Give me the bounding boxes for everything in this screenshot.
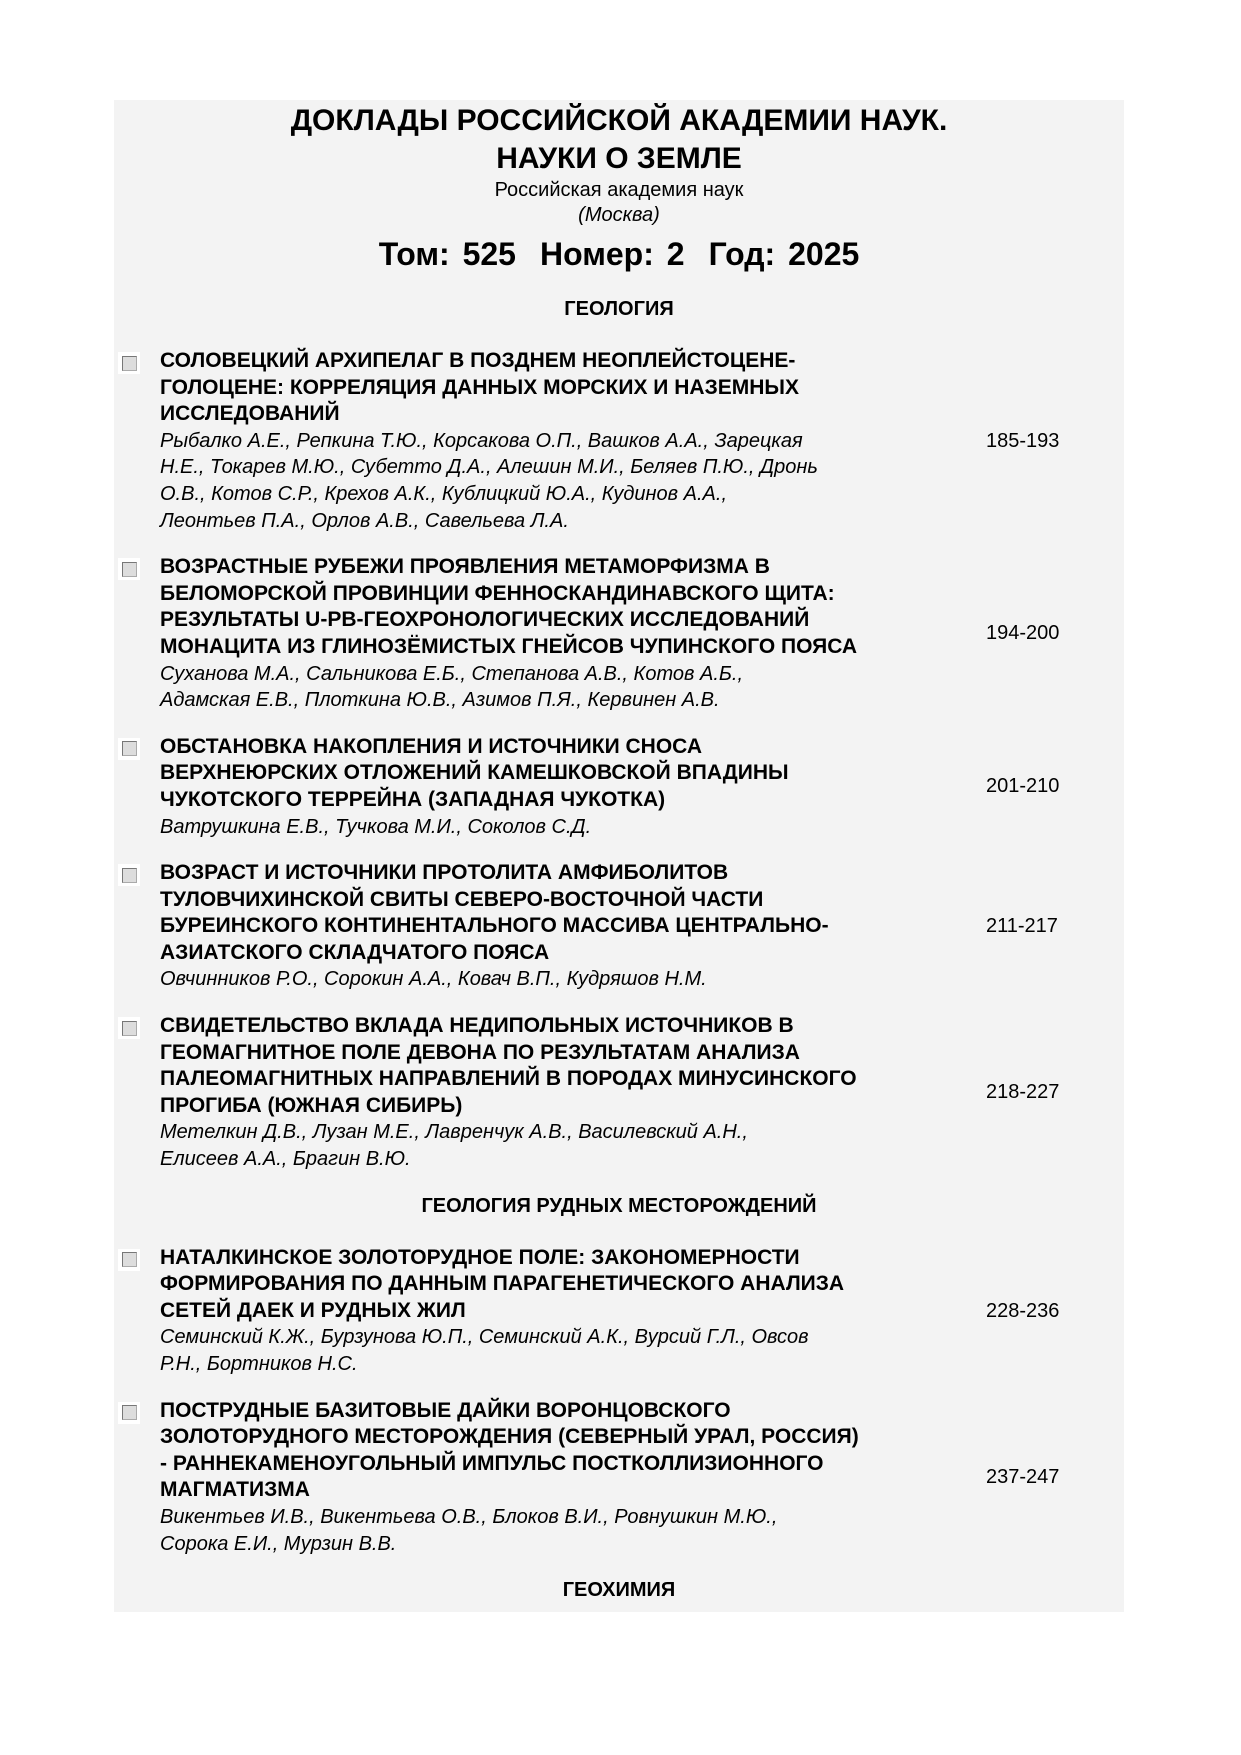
authors-line: О.В., Котов С.Р., Крехов А.К., Кублицкий Ю.А., Кудинов А.А., (160, 482, 728, 505)
article-title-link[interactable] (160, 554, 960, 660)
article-title-line: СЕТЕЙ ДАЕК И РУДНЫХ ЖИЛ (160, 1298, 466, 1322)
article-checkbox-icon[interactable] (118, 1017, 140, 1039)
article-title-line: ВОЗРАСТ И ИСТОЧНИКИ ПРОТОЛИТА АМФИБОЛИТОВ (160, 861, 729, 885)
journal-header (114, 102, 1124, 274)
section-heading: ГЕОХИМИЯ (562, 1579, 676, 1602)
authors-line: Суханова М.А., Сальникова Е.Б., Степанова А.В., Котов А.Б., (160, 662, 744, 685)
article-authors (160, 1504, 960, 1557)
article-title-line: БЕЛОМОРСКОЙ ПРОВИНЦИИ ФЕННОСКАНДИНАВСКОГО ЩИТА: (160, 581, 835, 605)
article-title-line: ЗОЛОТОРУДНОГО МЕСТОРОЖДЕНИЯ (СЕВЕРНЫЙ УРАЛ, РОССИЯ) (160, 1425, 859, 1449)
article-entry (114, 1398, 1124, 1558)
article-title-line: ОБСТАНОВКА НАКОПЛЕНИЯ И ИСТОЧНИКИ СНОСА (160, 734, 702, 758)
issue-number: Номер: 2 (539, 236, 685, 272)
authors-line: Леонтьев П.А., Орлов А.В., Савельева Л.А. (160, 509, 569, 532)
article-pages: 211-217 (986, 915, 1058, 938)
publisher-city: (Москва) (578, 204, 660, 226)
journal-title-line1: ДОКЛАДЫ РОССИЙСКОЙ АКАДЕМИИ НАУК. (290, 104, 948, 137)
article-title-line: ГОЛОЦЕНЕ: КОРРЕЛЯЦИЯ ДАННЫХ МОРСКИХ И НАЗЕМНЫХ (160, 375, 799, 399)
authors-line: Сорока Е.И., Мурзин В.В. (160, 1532, 397, 1555)
article-title-line: - РАННЕКАМЕНОУГОЛЬНЫЙ ИМПУЛЬС ПОСТКОЛЛИЗИОННОГО (160, 1451, 824, 1475)
article-body (160, 860, 960, 993)
journal-title-line2: НАУКИ О ЗЕМЛЕ (496, 142, 742, 175)
article-body (160, 1245, 960, 1378)
article-checkbox-icon[interactable] (118, 1402, 140, 1424)
article-checkbox-icon[interactable] (118, 352, 140, 374)
article-entry (114, 348, 1124, 534)
authors-line: Семинский К.Ж., Бурзунова Ю.П., Семинский А.К., Вурсий Г.Л., Овсов (160, 1326, 809, 1349)
article-pages: 218-227 (986, 1081, 1060, 1104)
article-checkbox-icon[interactable] (118, 1249, 140, 1271)
article-title-line: ВЕРХНЕЮРСКИХ ОТЛОЖЕНИЙ КАМЕШКОВСКОЙ ВПАДИНЫ (160, 761, 789, 785)
article-checkbox-icon[interactable] (118, 738, 140, 760)
article-title-line: СОЛОВЕЦКИЙ АРХИПЕЛАГ В ПОЗДНЕМ НЕОПЛЕЙСТОЦЕНЕ- (160, 349, 796, 372)
article-title-line: ПОСТРУДНЫЕ БАЗИТОВЫЕ ДАЙКИ ВОРОНЦОВСКОГО (160, 1398, 731, 1422)
article-checkbox-icon[interactable] (118, 558, 140, 580)
article-body (160, 1398, 960, 1558)
authors-line: Ватрушкина Е.В., Тучкова М.И., Соколов С.Д. (160, 815, 592, 838)
issue-contents-panel (114, 100, 1124, 1612)
article-authors (160, 428, 960, 534)
article-title-link[interactable] (160, 1013, 960, 1119)
authors-line: Р.Н., Бортников Н.С. (160, 1353, 358, 1375)
article-entry (114, 554, 1124, 714)
table-of-contents (114, 296, 1124, 1603)
section-heading: ГЕОЛОГИЯ РУДНЫХ МЕСТОРОЖДЕНИЙ (421, 1194, 817, 1217)
article-title-line: ПРОГИБА (ЮЖНАЯ СИБИРЬ) (160, 1093, 463, 1117)
authors-line: Рыбалко А.Е., Репкина Т.Ю., Корсакова О.П., Вашков А.А., Зарецкая (160, 429, 803, 452)
article-title-line: ЧУКОТСКОГО ТЕРРЕЙНА (ЗАПАДНАЯ ЧУКОТКА) (160, 787, 666, 811)
article-title-line: НАТАЛКИНСКОЕ ЗОЛОТОРУДНОЕ ПОЛЕ: ЗАКОНОМЕРНОСТИ (160, 1245, 800, 1269)
article-title-line: БУРЕИНСКОГО КОНТИНЕНТАЛЬНОГО МАССИВА ЦЕНТРАЛЬНО- (160, 914, 829, 938)
article-title-line: ВОЗРАСТНЫЕ РУБЕЖИ ПРОЯВЛЕНИЯ МЕТАМОРФИЗМА В (160, 555, 770, 579)
article-title-link[interactable] (160, 860, 960, 966)
article-title-link[interactable] (160, 734, 960, 814)
year: Год: 2025 (708, 236, 860, 272)
article-entry (114, 1245, 1124, 1378)
article-title-link[interactable] (160, 1245, 960, 1325)
article-entry (114, 1013, 1124, 1173)
authors-line: Адамская Е.В., Плоткина Ю.В., Азимов П.Я., Кервинен А.В. (160, 689, 720, 712)
article-body (160, 1013, 960, 1173)
article-title-line: ИССЛЕДОВАНИЙ (160, 402, 340, 426)
authors-line: Метелкин Д.В., Лузан М.Е., Лавренчук А.В., Василевский А.Н., (160, 1121, 748, 1144)
article-title-line: ГЕОМАГНИТНОЕ ПОЛЕ ДЕВОНА ПО РЕЗУЛЬТАТАМ АНАЛИЗА (160, 1040, 800, 1064)
article-body (160, 348, 960, 534)
article-authors (160, 966, 960, 993)
publisher: Российская академия наук (494, 179, 744, 201)
article-title-line: РЕЗУЛЬТАТЫ U-PB-ГЕОХРОНОЛОГИЧЕСКИХ ИССЛЕДОВАНИЙ (160, 608, 810, 632)
article-entry (114, 860, 1124, 993)
section-heading: ГЕОЛОГИЯ (564, 298, 674, 320)
article-pages: 237-247 (986, 1465, 1060, 1488)
article-pages: 194-200 (986, 622, 1060, 645)
article-pages: 228-236 (986, 1299, 1060, 1322)
article-title-line: ТУЛОВЧИХИНСКОЙ СВИТЫ СЕВЕРО-ВОСТОЧНОЙ ЧАСТИ (160, 887, 764, 911)
authors-line: Овчинников Р.О., Сорокин А.А., Ковач В.П., Кудряшов Н.М. (160, 968, 707, 991)
article-body (160, 734, 960, 840)
authors-line: Н.Е., Токарев М.Ю., Субетто Д.А., Алешин М.И., Беляев П.Ю., Дронь (160, 456, 818, 479)
article-entry (114, 734, 1124, 840)
issue-info (114, 234, 1124, 274)
article-title-line: МАГМАТИЗМА (160, 1478, 310, 1502)
article-title-link[interactable] (160, 348, 960, 428)
volume: Том: 525 (378, 236, 516, 272)
article-authors (160, 814, 960, 841)
article-checkbox-icon[interactable] (118, 864, 140, 886)
article-authors (160, 1324, 960, 1377)
article-title-link[interactable] (160, 1398, 960, 1504)
article-title-line: АЗИАТСКОГО СКЛАДЧАТОГО ПОЯСА (160, 940, 550, 964)
article-pages: 201-210 (986, 775, 1060, 798)
authors-line: Елисеев А.А., Брагин В.Ю. (160, 1148, 411, 1171)
article-body (160, 554, 960, 714)
article-title-line: СВИДЕТЕЛЬСТВО ВКЛАДА НЕДИПОЛЬНЫХ ИСТОЧНИКОВ В (160, 1014, 794, 1038)
article-title-line: ФОРМИРОВАНИЯ ПО ДАННЫМ ПАРАГЕНЕТИЧЕСКОГО АНАЛИЗА (160, 1272, 845, 1296)
article-authors (160, 661, 960, 714)
authors-line: Викентьев И.В., Викентьева О.В., Блоков В.И., Ровнушкин М.Ю., (160, 1505, 778, 1528)
article-title-line: ПАЛЕОМАГНИТНЫХ НАПРАВЛЕНИЙ В ПОРОДАХ МИНУСИНСКОГО (160, 1067, 857, 1091)
article-authors (160, 1119, 960, 1172)
article-pages: 185-193 (986, 429, 1060, 452)
article-title-line: МОНАЦИТА ИЗ ГЛИНОЗЁМИСТЫХ ГНЕЙСОВ ЧУПИНСКОГО ПОЯСА (160, 634, 858, 658)
